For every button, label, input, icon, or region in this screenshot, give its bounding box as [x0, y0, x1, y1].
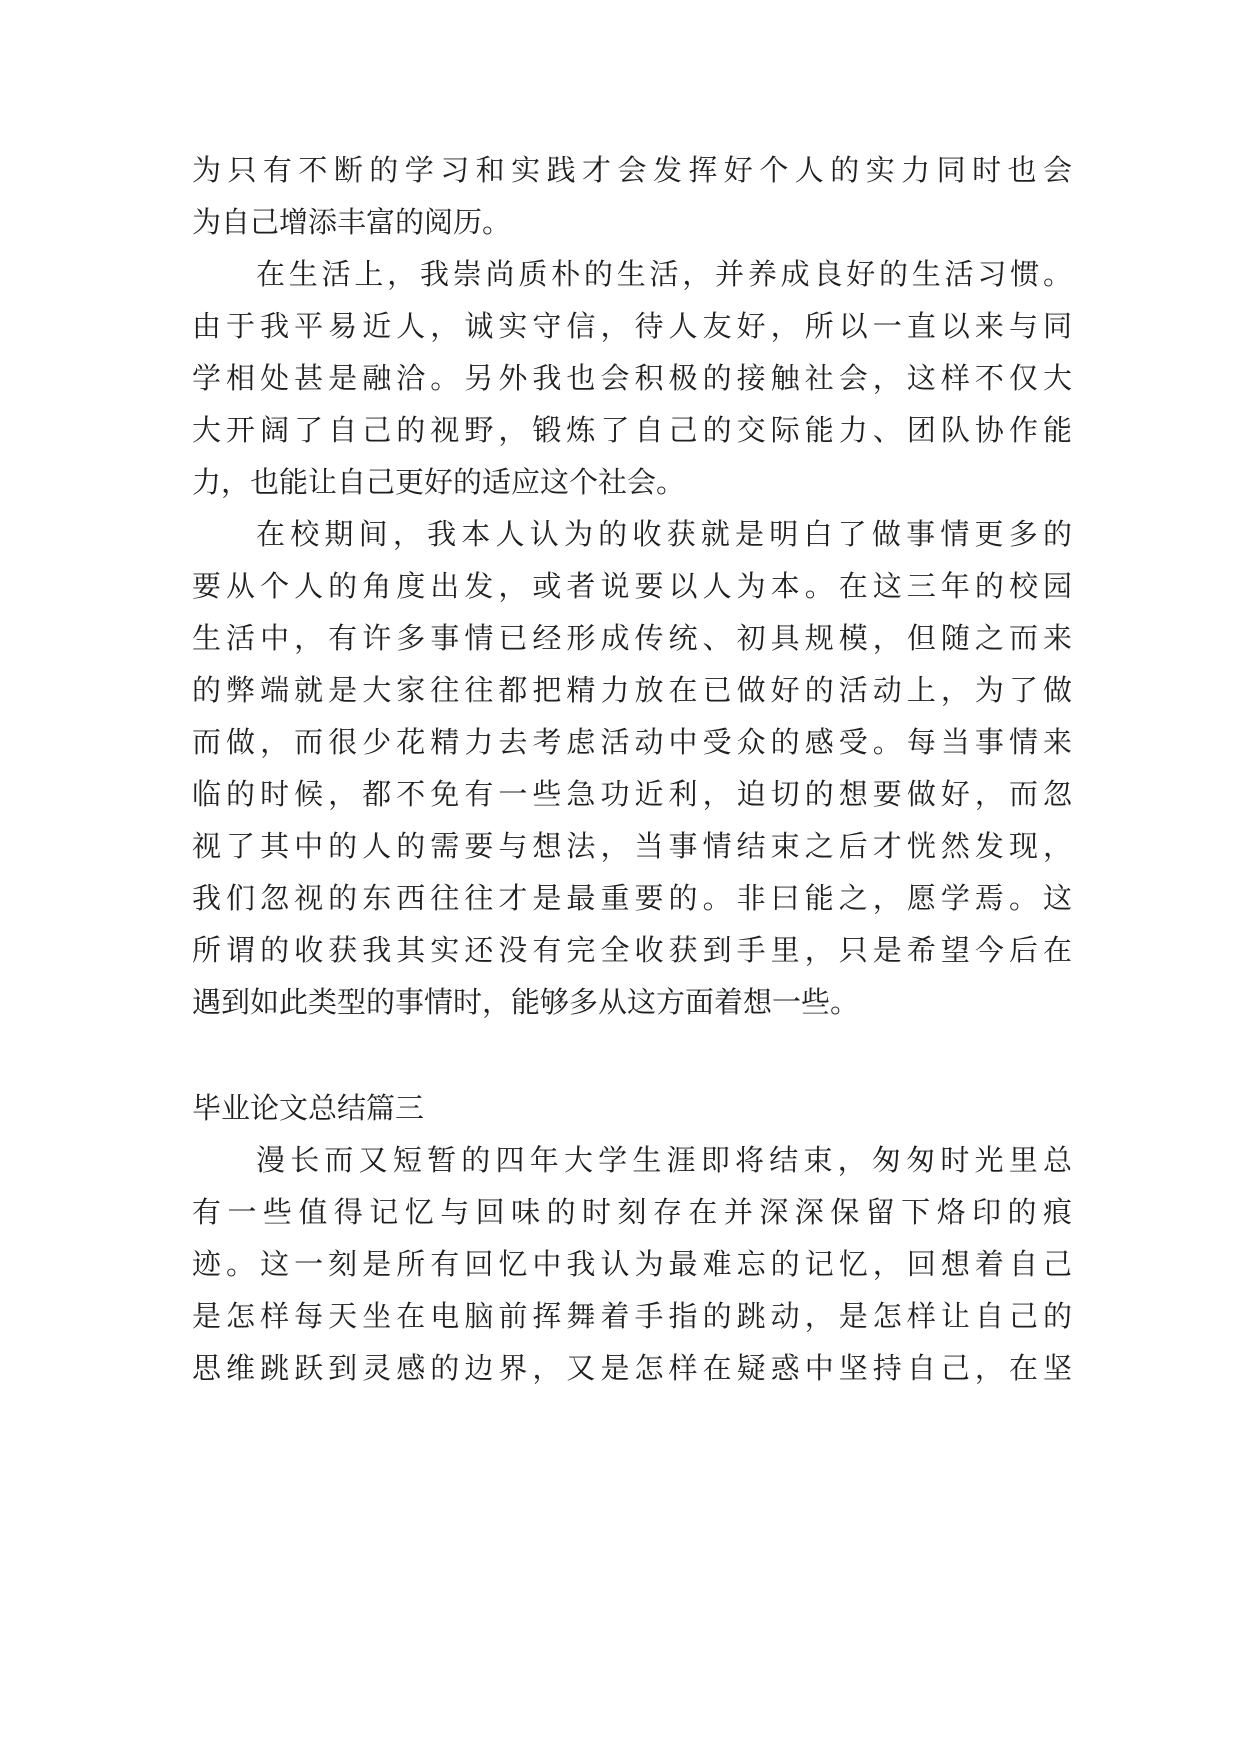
text-line: 为只有不断的学习和实践才会发挥好个人的实力同时也会 — [192, 153, 1072, 187]
text-line: 为自己增添丰富的阅历。 — [192, 205, 512, 239]
text-line: 而做，而很少花精力去考虑活动中受众的感受。每当事情来 — [192, 725, 1072, 759]
text-line: 临的时候，都不免有一些急功近利，迫切的想要做好，而忽 — [192, 777, 1072, 811]
text-line: 迹。这一刻是所有回忆中我认为最难忘的记忆，回想着自己 — [192, 1247, 1072, 1281]
paragraph-first-line: 漫长而又短暂的四年大学生涯即将结束，匆匆时光里总 — [256, 1143, 1072, 1177]
text-line: 大开阔了自己的视野，锻炼了自己的交际能力、团队协作能 — [192, 413, 1072, 447]
text-line: 由于我平易近人，诚实守信，待人友好，所以一直以来与同 — [192, 309, 1072, 343]
text-line: 是怎样每天坐在电脑前挥舞着手指的跳动，是怎样让自己的 — [192, 1299, 1072, 1333]
text-line: 生活中，有许多事情已经形成传统、初具规模，但随之而来 — [192, 621, 1072, 655]
text-line: 遇到如此类型的事情时，能够多从这方面着想一些。 — [192, 985, 860, 1019]
text-line: 我们忽视的东西往往才是最重要的。非曰能之，愿学焉。这 — [192, 881, 1072, 915]
text-line: 的弊端就是大家往往都把精力放在已做好的活动上，为了做 — [192, 673, 1072, 707]
text-line: 视了其中的人的需要与想法，当事情结束之后才恍然发现， — [192, 829, 1072, 863]
paragraph-first-line: 在校期间，我本人认为的收获就是明白了做事情更多的 — [256, 517, 1072, 551]
text-line: 要从个人的角度出发，或者说要以人为本。在这三年的校园 — [192, 569, 1072, 603]
text-line: 力，也能让自己更好的适应这个社会。 — [192, 465, 686, 499]
text-line: 有一些值得记忆与回味的时刻存在并深深保留下烙印的痕 — [192, 1195, 1072, 1229]
paragraph-first-line: 在生活上，我崇尚质朴的生活，并养成良好的生活习惯。 — [256, 257, 1072, 291]
text-line: 所谓的收获我其实还没有完全收获到手里，只是希望今后在 — [192, 933, 1072, 967]
section-heading: 毕业论文总结篇三 — [192, 1091, 425, 1125]
text-line: 学相处甚是融洽。另外我也会积极的接触社会，这样不仅大 — [192, 361, 1072, 395]
text-line: 思维跳跃到灵感的边界，又是怎样在疑惑中坚持自己，在坚 — [192, 1351, 1072, 1385]
